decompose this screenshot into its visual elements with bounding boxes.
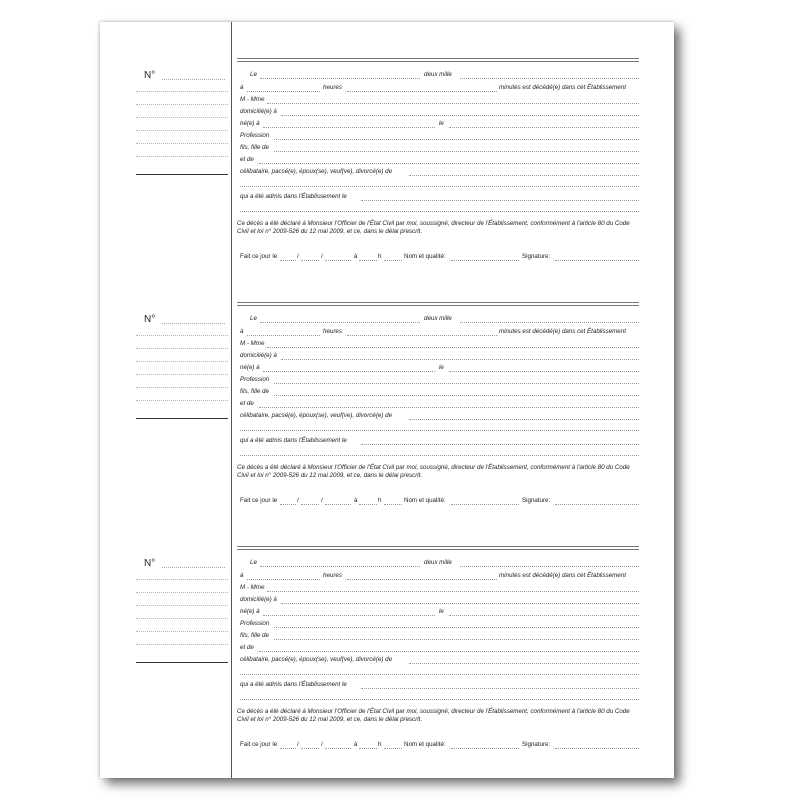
stub-line[interactable]	[136, 579, 228, 580]
sign-minute-field[interactable]	[384, 260, 402, 261]
signature-field[interactable]	[555, 260, 639, 261]
row-parent1: fils, fille de	[237, 144, 639, 154]
stub-line[interactable]	[136, 361, 228, 362]
row-parent2: et de	[237, 644, 639, 654]
declaration-text: Ce décès a été déclaré à Monsieur l'Officier de l'État Civil par moi, soussigné, directeur de l'Établissement, conformément à l'article 80 du Code Civil et loi n° 2009-526 du 12 mai 2009, et ce, dans le délai prescrit.	[237, 464, 630, 479]
address-field[interactable]	[281, 603, 639, 604]
sign-month-field[interactable]	[301, 260, 319, 261]
birthplace-field[interactable]	[263, 615, 435, 616]
hour-field[interactable]	[247, 335, 320, 336]
sign-hour-field[interactable]	[359, 260, 377, 261]
name-quality-field[interactable]	[451, 504, 519, 505]
row-blank	[237, 179, 639, 189]
row-date: Le deux mille	[237, 559, 639, 569]
signature-field[interactable]	[555, 748, 639, 749]
row-parent1: fils, fille de	[237, 388, 639, 398]
name-quality-field[interactable]	[451, 748, 519, 749]
row-signature: Fait ce jour le / / à h Nom et qualité: Signature:	[237, 741, 639, 751]
row-name: M - Mme	[237, 96, 639, 106]
stub-line[interactable]	[136, 605, 228, 606]
form-rule	[237, 549, 639, 550]
day-field[interactable]	[260, 566, 420, 567]
form-rule	[237, 546, 639, 547]
declaration-text: Ce décès a été déclaré à Monsieur l'Officier de l'État Civil par moi, soussigné, directeur de l'Établissement, conformément à l'article 80 du Code Civil et loi n° 2009-526 du 12 mai 2009, et ce, dans le délai prescrit.	[237, 708, 630, 723]
form-rule	[237, 302, 639, 303]
sign-month-field[interactable]	[301, 748, 319, 749]
stub-line[interactable]	[136, 156, 228, 157]
marital-field[interactable]	[409, 663, 639, 664]
stub-number-field[interactable]	[162, 79, 225, 80]
hour-field[interactable]	[247, 579, 320, 580]
parent2-field[interactable]	[259, 407, 639, 408]
name-field[interactable]	[267, 347, 639, 348]
stub-line[interactable]	[136, 400, 228, 401]
stub-line[interactable]	[136, 104, 228, 105]
minute-field[interactable]	[347, 579, 497, 580]
declaration-text: Ce décès a été déclaré à Monsieur l'Officier de l'État Civil par moi, soussigné, directeur de l'Établissement, conformément à l'article 80 du Code Civil et loi n° 2009-526 du 12 mai 2009, et ce, dans le délai prescrit.	[237, 220, 630, 235]
row-date: Le deux mille	[237, 71, 639, 81]
row-time: à heures minutes est décédé(e) dans cet Établissement	[240, 84, 626, 91]
stub-line[interactable]	[136, 130, 228, 131]
form-rule	[237, 61, 639, 62]
profession-field[interactable]	[274, 139, 639, 140]
sign-month-field[interactable]	[301, 504, 319, 505]
parent1-field[interactable]	[274, 151, 639, 152]
row-profession: Profession	[237, 376, 639, 386]
stub-number-label: N°	[144, 314, 156, 325]
row-blank	[237, 423, 639, 433]
admission-field[interactable]	[361, 688, 639, 689]
stub-line[interactable]	[136, 644, 228, 645]
row-address: domicilié(e) à	[237, 352, 639, 362]
marital-field[interactable]	[409, 419, 639, 420]
stub-line[interactable]	[136, 117, 228, 118]
profession-field[interactable]	[274, 383, 639, 384]
stub-line[interactable]	[136, 387, 228, 388]
blank-line[interactable]	[240, 455, 639, 456]
row-birth: né(e) à le	[237, 608, 639, 618]
sign-year-field[interactable]	[325, 748, 351, 749]
row-admission: qui a été admis dans l'Établissement le	[237, 681, 639, 691]
sign-day-field[interactable]	[280, 504, 296, 505]
birthplace-field[interactable]	[263, 127, 435, 128]
blank-line[interactable]	[240, 211, 639, 212]
blank-line[interactable]	[240, 674, 639, 675]
parent1-field[interactable]	[274, 639, 639, 640]
stub-number-field[interactable]	[162, 567, 225, 568]
form-rule	[237, 305, 639, 306]
sign-hour-field[interactable]	[359, 748, 377, 749]
sign-minute-field[interactable]	[384, 748, 402, 749]
birthdate-field[interactable]	[449, 371, 639, 372]
admission-field[interactable]	[361, 444, 639, 445]
minute-field[interactable]	[347, 335, 497, 336]
row-address: domicilié(e) à	[237, 108, 639, 118]
birthdate-field[interactable]	[449, 127, 639, 128]
row-birth: né(e) à le	[237, 120, 639, 130]
parent1-field[interactable]	[274, 395, 639, 396]
blank-line[interactable]	[240, 186, 639, 187]
row-blank	[237, 692, 639, 702]
birthplace-field[interactable]	[263, 371, 435, 372]
row-profession: Profession	[237, 132, 639, 142]
birthdate-field[interactable]	[449, 615, 639, 616]
stub-separator	[136, 662, 228, 663]
sign-day-field[interactable]	[280, 260, 296, 261]
row-profession: Profession	[237, 620, 639, 630]
admission-field[interactable]	[361, 200, 639, 201]
year-field[interactable]	[460, 322, 639, 323]
year-field[interactable]	[460, 78, 639, 79]
sign-year-field[interactable]	[325, 504, 351, 505]
stub-line[interactable]	[136, 143, 228, 144]
day-field[interactable]	[260, 322, 420, 323]
row-marital: célibataire, pacsé(e), époux(se), veuf(ve), divorcé(e) de	[237, 412, 639, 422]
row-parent2: et de	[237, 400, 639, 410]
sign-hour-field[interactable]	[359, 504, 377, 505]
name-field[interactable]	[267, 591, 639, 592]
row-name: M - Mme	[237, 584, 639, 594]
row-time: à heures minutes est décédé(e) dans cet Établissement	[240, 572, 626, 579]
stub-separator	[136, 418, 228, 419]
stub-line[interactable]	[136, 592, 228, 593]
row-name: M - Mme	[237, 340, 639, 350]
row-blank	[237, 204, 639, 214]
stub-divider	[231, 22, 232, 778]
parent2-field[interactable]	[259, 163, 639, 164]
stub-number-field[interactable]	[162, 323, 225, 324]
row-marital: célibataire, pacsé(e), époux(se), veuf(ve), divorcé(e) de	[237, 656, 639, 666]
row-time: à heures minutes est décédé(e) dans cet Établissement	[240, 328, 626, 335]
stub-line[interactable]	[136, 374, 228, 375]
profession-field[interactable]	[274, 627, 639, 628]
row-admission: qui a été admis dans l'Établissement le	[237, 193, 639, 203]
parent2-field[interactable]	[259, 651, 639, 652]
stub-line[interactable]	[136, 91, 228, 92]
address-field[interactable]	[281, 115, 639, 116]
stub-number-label: N°	[144, 558, 156, 569]
year-field[interactable]	[460, 566, 639, 567]
row-blank	[237, 667, 639, 677]
stub-line[interactable]	[136, 618, 228, 619]
death-register-page	[100, 22, 674, 778]
row-blank	[237, 448, 639, 458]
minute-field[interactable]	[347, 91, 497, 92]
stub-separator	[136, 174, 228, 175]
stub-line[interactable]	[136, 335, 228, 336]
name-field[interactable]	[267, 103, 639, 104]
stub-number-label: N°	[144, 70, 156, 81]
blank-line[interactable]	[240, 430, 639, 431]
name-quality-field[interactable]	[451, 260, 519, 261]
blank-line[interactable]	[240, 699, 639, 700]
row-birth: né(e) à le	[237, 364, 639, 374]
day-field[interactable]	[260, 78, 420, 79]
hour-field[interactable]	[247, 91, 320, 92]
marital-field[interactable]	[409, 175, 639, 176]
form-rule	[237, 58, 639, 59]
row-date: Le deux mille	[237, 315, 639, 325]
sign-minute-field[interactable]	[384, 504, 402, 505]
row-admission: qui a été admis dans l'Établissement le	[237, 437, 639, 447]
sign-year-field[interactable]	[325, 260, 351, 261]
stub-line[interactable]	[136, 631, 228, 632]
signature-field[interactable]	[555, 504, 639, 505]
row-signature: Fait ce jour le / / à h Nom et qualité: Signature:	[237, 497, 639, 507]
row-parent2: et de	[237, 156, 639, 166]
row-signature: Fait ce jour le / / à h Nom et qualité: Signature:	[237, 253, 639, 263]
row-address: domicilié(e) à	[237, 596, 639, 606]
sign-day-field[interactable]	[280, 748, 296, 749]
stub-line[interactable]	[136, 348, 228, 349]
row-parent1: fils, fille de	[237, 632, 639, 642]
address-field[interactable]	[281, 359, 639, 360]
row-marital: célibataire, pacsé(e), époux(se), veuf(ve), divorcé(e) de	[237, 168, 639, 178]
